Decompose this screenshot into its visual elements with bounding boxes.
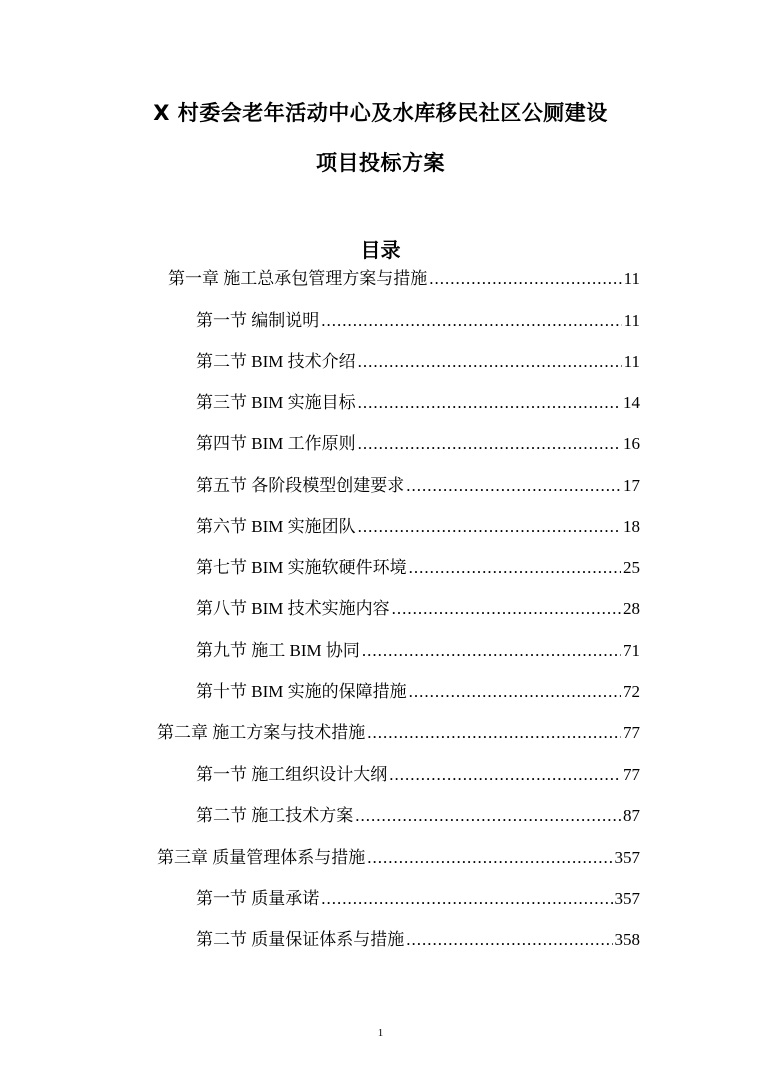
toc-entry-page: 71 — [623, 641, 640, 660]
toc-entry-label: 第六节 BIM 实施团队 — [196, 517, 356, 536]
toc-entry-label: 第二章 施工方案与技术措施 — [157, 723, 366, 742]
toc-entry[interactable] — [196, 764, 640, 786]
toc-leader-dots — [321, 888, 612, 910]
toc-entry-page: 11 — [623, 311, 640, 330]
toc-entry-page: 77 — [623, 723, 640, 742]
toc-entry-page: 87 — [623, 806, 640, 825]
toc-entry[interactable] — [157, 847, 640, 869]
toc-entry-page: 16 — [623, 434, 640, 453]
toc-entry-label: 第九节 施工 BIM 协同 — [196, 641, 360, 660]
toc-entry-label: 第二节 BIM 技术介绍 — [196, 352, 356, 371]
toc-entry[interactable] — [196, 805, 640, 827]
toc-entry-page: 357 — [614, 848, 640, 867]
toc-leader-dots — [355, 805, 621, 827]
toc-entry[interactable] — [196, 598, 640, 620]
toc-entry-label: 第八节 BIM 技术实施内容 — [196, 599, 390, 618]
toc-leader-dots — [358, 433, 621, 455]
toc-entry-page: 358 — [614, 930, 640, 949]
toc-entry[interactable] — [157, 722, 640, 744]
toc-leader-dots — [429, 268, 621, 290]
toc-entry[interactable] — [196, 392, 640, 414]
toc-leader-dots — [358, 516, 621, 538]
page-number: 1 — [377, 1027, 384, 1039]
toc-heading: 目录 — [360, 238, 401, 262]
toc-entry[interactable] — [196, 475, 640, 497]
toc-entry-page: 357 — [614, 889, 640, 908]
toc-entry-label: 第二节 质量保证体系与措施 — [196, 930, 405, 949]
toc-entry[interactable] — [196, 640, 640, 662]
document-title-line-2: 项目投标方案 — [316, 151, 445, 175]
toc-entry-page: 77 — [623, 765, 640, 784]
toc-leader-dots — [406, 929, 612, 951]
toc-entry[interactable] — [196, 516, 640, 538]
toc-entry-page: 11 — [623, 352, 640, 371]
toc-entry-page: 28 — [623, 599, 640, 618]
toc-entry-page: 14 — [623, 393, 640, 412]
toc-leader-dots — [406, 475, 621, 497]
toc-leader-dots — [362, 640, 621, 662]
document-title-line-1: X 村委会老年活动中心及水库移民社区公厕建设 — [153, 101, 608, 125]
toc-leader-dots — [321, 310, 621, 332]
toc-entry-label: 第十节 BIM 实施的保障措施 — [196, 682, 407, 701]
toc-leader-dots — [367, 722, 621, 744]
toc-entry-page: 18 — [623, 517, 640, 536]
toc-leader-dots — [389, 764, 621, 786]
toc-leader-dots — [358, 351, 622, 373]
toc-entry-label: 第一章 施工总承包管理方案与措施 — [168, 269, 428, 288]
toc-leader-dots — [409, 557, 621, 579]
toc-entry[interactable] — [196, 351, 640, 373]
toc-leader-dots — [392, 598, 621, 620]
toc-entry-label: 第一节 施工组织设计大纲 — [196, 765, 388, 784]
toc-entry-label: 第五节 各阶段模型创建要求 — [196, 476, 405, 495]
toc-entry-label: 第三节 BIM 实施目标 — [196, 393, 356, 412]
toc-entry[interactable] — [196, 557, 640, 579]
toc-entry[interactable] — [196, 310, 640, 332]
toc-entry-label: 第三章 质量管理体系与措施 — [157, 848, 366, 867]
toc-entry[interactable] — [196, 433, 640, 455]
toc-entry[interactable] — [196, 929, 640, 951]
toc-entry-page: 17 — [623, 476, 640, 495]
toc-entry-label: 第四节 BIM 工作原则 — [196, 434, 356, 453]
toc-entry-label: 第七节 BIM 实施软硬件环境 — [196, 558, 407, 577]
toc-entry-page: 11 — [623, 269, 640, 288]
toc-entry[interactable] — [196, 888, 640, 910]
toc-entry-page: 25 — [623, 558, 640, 577]
toc-leader-dots — [358, 392, 621, 414]
toc-entry-label: 第一节 编制说明 — [196, 311, 320, 330]
toc-entry-page: 72 — [623, 682, 640, 701]
toc-entry-label: 第一节 质量承诺 — [196, 889, 320, 908]
toc-leader-dots — [367, 847, 612, 869]
toc-entry[interactable] — [168, 268, 640, 290]
toc-entry[interactable] — [196, 681, 640, 703]
toc-entry-label: 第二节 施工技术方案 — [196, 806, 354, 825]
toc-leader-dots — [409, 681, 621, 703]
